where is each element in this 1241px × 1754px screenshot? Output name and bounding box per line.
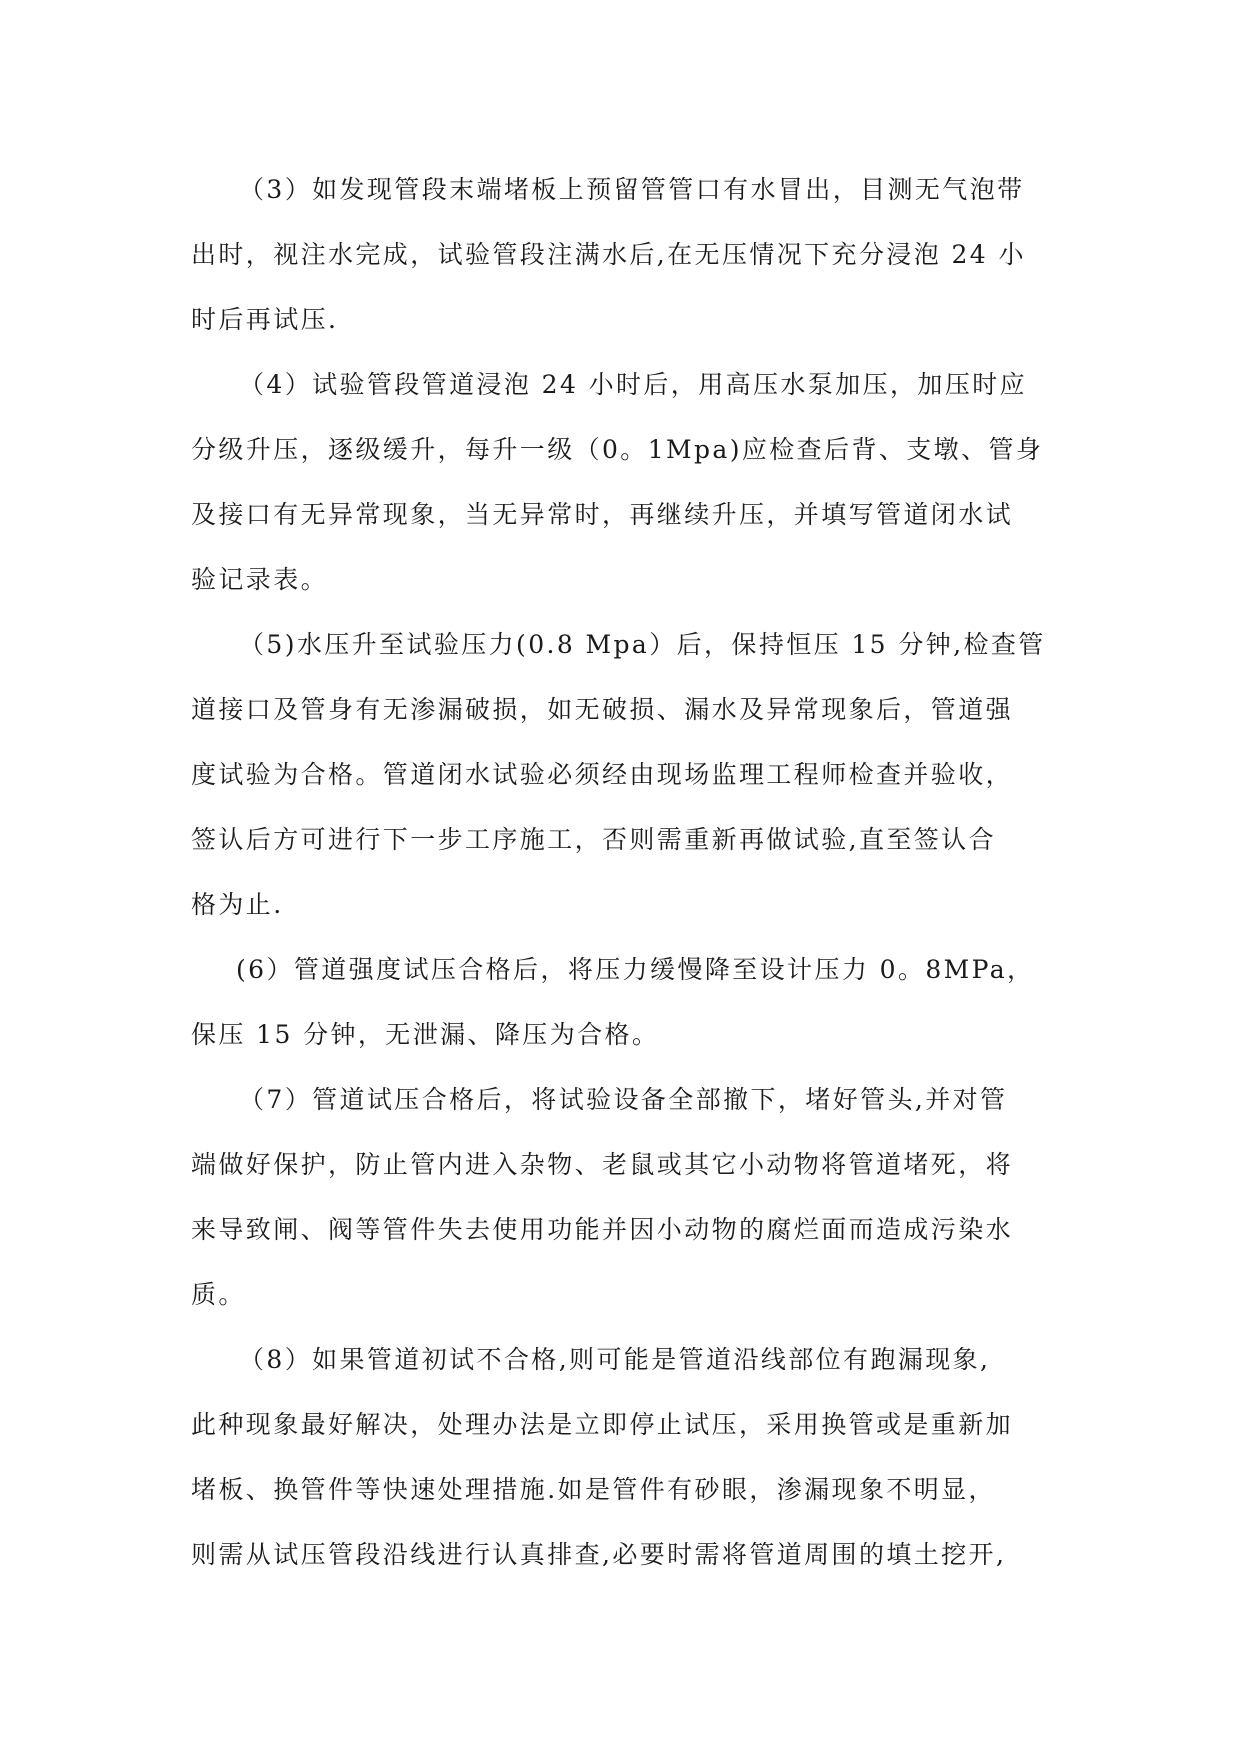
paragraph-5-line-1: （5)水压升至试验压力(0.8 Mpa）后，保持恒压 15 分钟,检查管: [239, 630, 1046, 659]
paragraph-4-line-1: （4）试验管段管道浸泡 24 小时后，用高压水泵加压，加压时应: [239, 370, 1028, 399]
paragraph-4-line-4: 验记录表。: [191, 565, 329, 594]
paragraph-5-line-3: 度试验为合格。管道闭水试验必须经由现场监理工程师检查并验收，: [191, 760, 1014, 789]
paragraph-7-line-3: 来导致闸、阀等管件失去使用功能并因小动物的腐烂面而造成污染水: [191, 1215, 1014, 1244]
paragraph-5-line-4: 签认后方可进行下一步工序施工，否则需重新再做试验,直至签认合: [191, 825, 996, 854]
paragraph-8-line-2: 此种现象最好解决，处理办法是立即停止试压，采用换管或是重新加: [191, 1410, 1014, 1439]
paragraph-3-line-1: （3）如发现管段末端堵板上预留管管口有水冒出，目测无气泡带: [239, 175, 1025, 204]
paragraph-5-line-2: 道接口及管身有无渗漏破损，如无破损、漏水及异常现象后，管道强: [191, 695, 1014, 724]
paragraph-7-line-4: 质。: [191, 1280, 246, 1309]
paragraph-4-line-3: 及接口有无异常现象，当无异常时，再继续升压，并填写管道闭水试: [191, 500, 1014, 529]
paragraph-6-line-2: 保压 15 分钟，无泄漏、降压为合格。: [191, 1020, 660, 1049]
paragraph-6-line-1: (6）管道强度试压合格后，将压力缓慢降至设计压力 0。8MPa，: [236, 955, 1035, 984]
paragraph-4-line-2: 分级升压，逐级缓升，每升一级（0。1Mpa)应检查后背、支墩、管身: [191, 435, 1044, 464]
paragraph-3-line-3: 时后再试压.: [191, 305, 339, 334]
paragraph-3-line-2: 出时，视注水完成，试验管段注满水后,在无压情况下充分浸泡 24 小: [191, 240, 1026, 269]
paragraph-8-line-1: （8）如果管道初试不合格,则可能是管道沿线部位有跑漏现象,: [239, 1345, 991, 1374]
paragraph-8-line-3: 堵板、换管件等快速处理措施.如是管件有砂眼，渗漏现象不明显，: [191, 1475, 996, 1504]
paragraph-7-line-2: 端做好保护，防止管内进入杂物、老鼠或其它小动物将管道堵死，将: [191, 1150, 1014, 1179]
paragraph-8-line-4: 则需从试压管段沿线进行认真排查,必要时需将管道周围的填土挖开,: [191, 1540, 1007, 1569]
paragraph-5-line-5: 格为止.: [191, 890, 284, 919]
paragraph-7-line-1: （7）管道试压合格后，将试验设备全部撤下，堵好管头,并对管: [239, 1085, 1008, 1114]
